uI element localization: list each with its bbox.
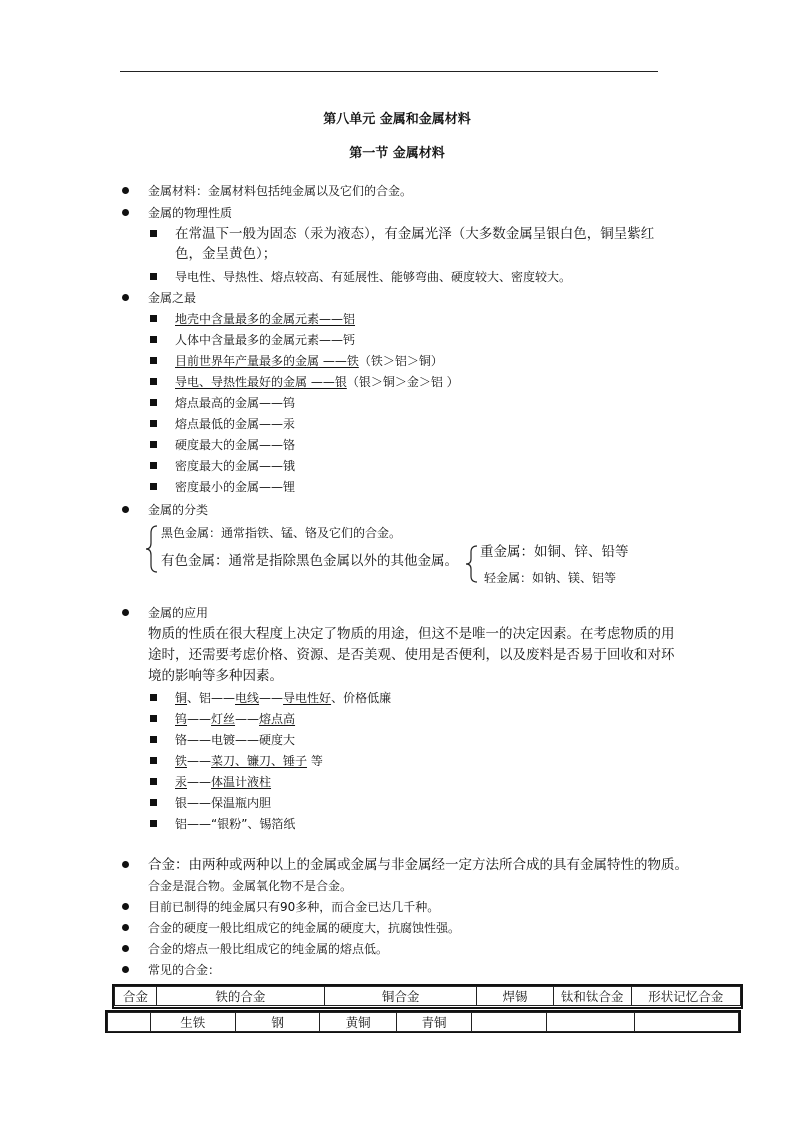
table-cell: 铁的合金 [156, 987, 324, 1006]
superlative-item: 人体中含量最多的金属元素——钙 [175, 333, 356, 347]
application-item: 钨——灯丝——熔点高 [175, 712, 296, 726]
bullet-square [150, 357, 157, 364]
bullet-dot [122, 187, 129, 194]
classification-title: 金属的分类 [148, 503, 209, 517]
table-cell: 黄铜 [320, 1013, 396, 1032]
bullet-square [150, 336, 157, 343]
bullet-square [150, 420, 157, 427]
physical-property-1-line1: 在常温下一般为固态（汞为液态），有金属光泽（大多数金属呈银白色，铜呈紫红 [175, 226, 655, 242]
bullet-dot [122, 209, 129, 216]
superlative-item: 密度最小的金属——锂 [175, 480, 296, 494]
superlative-item: 目前世界年产量最多的金属 ——铁（铁＞铝＞铜） [175, 354, 443, 368]
table-cell: 焊锡 [477, 987, 554, 1006]
application-item: 汞——体温计液柱 [175, 775, 272, 789]
unit-title: 第八单元 金属和金属材料 [323, 112, 471, 127]
table-row [108, 1013, 739, 1032]
bullet-square [150, 778, 157, 785]
bullet-square [150, 694, 157, 701]
superlative-item: 地壳中含量最多的金属元素——铝 [175, 312, 356, 326]
light-metals: 轻金属：如钠、镁、铝等 [484, 571, 617, 585]
table-cell [546, 1013, 634, 1032]
physical-property-1-line2: 色，金呈黄色）； [175, 246, 277, 262]
bullet-dot [122, 924, 129, 931]
alloy-fact-count: 目前已制得的纯金属只有90多种，而合金已达几千种。 [148, 900, 440, 914]
superlative-item: 导电、导热性最好的金属 ——银（银＞铜＞金＞铝 ） [175, 375, 459, 389]
left-brace [143, 524, 161, 574]
application-item: 铝——“银粉”、锡箔纸 [175, 817, 296, 831]
bullet-dot [122, 903, 129, 910]
application-item: 铜、铝——电线——导电性好、价格低廉 [175, 691, 392, 705]
application-item: 银——保温瓶内胆 [175, 796, 272, 810]
table-cell [634, 1013, 738, 1032]
bullet-dot [122, 945, 129, 952]
table-cell: 青铜 [396, 1013, 471, 1032]
bullet-square [150, 820, 157, 827]
bullet-dot [122, 506, 129, 513]
table-row [115, 987, 741, 1006]
bullet-dot [122, 861, 129, 868]
alloy-fact-melting-point: 合金的熔点一般比组成它的纯金属的熔点低。 [148, 942, 389, 956]
common-alloys-label: 常见的合金： [148, 963, 221, 977]
application-item: 铬——电镀——硬度大 [175, 733, 296, 747]
table-cell [108, 1013, 151, 1032]
applications-title: 金属的应用 [148, 606, 209, 620]
bullet-square [150, 378, 157, 385]
alloy-table-body [107, 1012, 739, 1032]
metal-material-definition: 金属材料：金属材料包括纯金属以及它们的合金。 [148, 184, 413, 198]
table-cell: 形状记忆合金 [631, 987, 741, 1006]
bullet-square [150, 483, 157, 490]
bullet-square [150, 715, 157, 722]
table-cell [472, 1013, 546, 1032]
applications-paragraph-line3: 境的影响等多种因素。 [148, 668, 283, 684]
bullet-square [150, 462, 157, 469]
physical-properties-title: 金属的物理性质 [148, 206, 233, 220]
alloy-fact-hardness: 合金的硬度一般比组成它的纯金属的硬度大，抗腐蚀性强。 [148, 921, 461, 935]
table-cell: 钛和钛合金 [553, 987, 631, 1006]
bullet-square [150, 399, 157, 406]
heavy-metals: 重金属：如铜、锌、铅等 [480, 544, 629, 560]
bullet-dot [122, 966, 129, 973]
bullet-square [150, 315, 157, 322]
alloy-definition-line2: 合金是混合物。金属氧化物不是合金。 [148, 879, 353, 893]
table-cell: 铜合金 [324, 987, 476, 1006]
right-brace [463, 544, 481, 584]
applications-paragraph-line2: 途时，还需要考虑价格、资源、是否美观、使用是否便利，以及废料是否易于回收和对环 [148, 647, 675, 663]
bullet-square [150, 736, 157, 743]
bullet-square [150, 273, 157, 280]
physical-property-2: 导电性、导热性、熔点较高、有延展性、能够弯曲、硬度较大、密度较大。 [175, 270, 572, 284]
bullet-dot [122, 609, 129, 616]
bullet-square [150, 230, 157, 237]
section-title: 第一节 金属材料 [349, 146, 445, 161]
bullet-square [150, 757, 157, 764]
alloy-table-header [114, 986, 741, 1006]
table-cell: 钢 [235, 1013, 319, 1032]
superlative-item: 硬度最大的金属——铬 [175, 438, 296, 452]
superlative-item: 熔点最高的金属——钨 [175, 396, 296, 410]
bullet-square [150, 441, 157, 448]
top-rule [120, 71, 658, 72]
metal-superlatives-title: 金属之最 [148, 291, 197, 305]
nonferrous-metals: 有色金属：通常是指除黑色金属以外的其他金属。 [161, 553, 458, 569]
bullet-square [150, 799, 157, 806]
superlative-item: 密度最大的金属——锇 [175, 459, 296, 473]
ferrous-metals: 黑色金属：通常指铁、锰、铬及它们的合金。 [161, 526, 402, 540]
alloy-definition-line1: 合金：由两种或两种以上的金属或金属与非金属经一定方法所合成的具有金属特性的物质。 [148, 857, 688, 873]
table-cell: 生铁 [150, 1013, 235, 1032]
superlative-item: 熔点最低的金属——汞 [175, 417, 296, 431]
bullet-dot [122, 294, 129, 301]
applications-paragraph-line1: 物质的性质在很大程度上决定了物质的用途，但这不是唯一的决定因素。在考虑物质的用 [148, 626, 675, 642]
application-item: 铁——菜刀、镰刀、锤子 等 [175, 754, 323, 768]
table-cell: 合金 [115, 987, 157, 1006]
